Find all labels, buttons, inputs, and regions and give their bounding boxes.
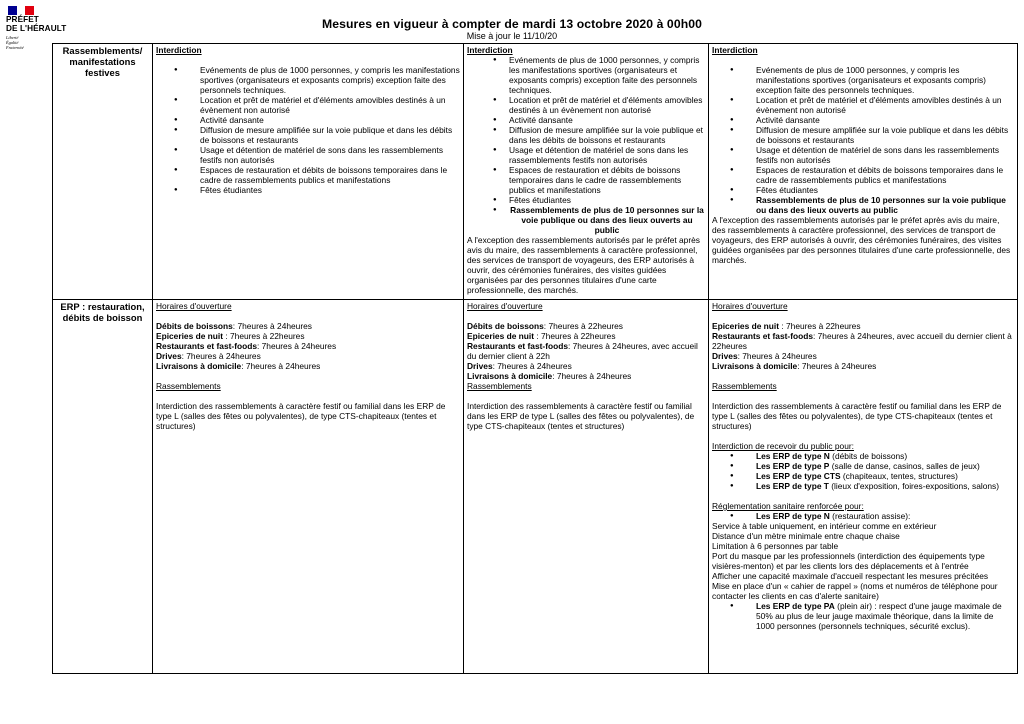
- list-item: ● Espaces de restauration et débits de boissons temporaires dans le cadre de rassemblements publics et manifestations: [467, 165, 705, 195]
- list-item: ● Location et prêt de matériel et d'éléments amovibles destinés à un évènement non autorisé: [156, 95, 460, 115]
- motto-egalite: Égalité: [6, 40, 19, 45]
- list-item: ● Location et prêt de matériel et d'éléments amovibles destinés à un évènement non autorisé: [712, 95, 1014, 115]
- logo-line-1: PRÉFET: [6, 15, 39, 24]
- sanitary-line: Limitation à 6 personnes par table: [712, 541, 839, 551]
- gather-heading: Rassemblements: [156, 381, 221, 391]
- ban-heading: Interdiction de recevoir du public pour:: [712, 441, 854, 451]
- hours-heading: Horaires d'ouverture: [156, 301, 232, 311]
- list-item-bold: ● Rassemblements de plus de 10 personnes sur la voie publique ou dans des lieux ouverts au public: [467, 205, 705, 235]
- list-item: ● Espaces de restauration et débits de boissons temporaires dans le cadre de rassemblements publics et manifestations: [156, 165, 460, 185]
- flag-blue: [8, 6, 17, 15]
- gather-text: Interdiction des rassemblements à caractère festif ou familial dans les ERP de type L (salles des fêtes ou polyvalentes), de type CTS-chapiteaux (tentes et structures): [712, 401, 1002, 431]
- hours-line: Drives: 7heures à 24heures: [712, 351, 817, 361]
- list-item: ● Fêtes étudiantes: [712, 185, 1014, 195]
- hours-line: Restaurants et fast-foods: 7heures à 24heures, avec accueil du dernier client à 22h: [467, 341, 698, 361]
- ban-list: [712, 451, 1014, 491]
- list-item: ● Evénements de plus de 1000 personnes, y compris les manifestations sportives (organisateurs et exposants compris) exception faite des personnels techniques.: [156, 65, 460, 95]
- cell-r2-c3: [709, 300, 1018, 674]
- list-item: ● Diffusion de mesure amplifiée sur la voie publique et dans les débits de boissons et restaurants: [467, 125, 705, 145]
- list-item: ● Activité dansante: [712, 115, 1014, 125]
- hours-line: Restaurants et fast-foods: 7heures à 24heures, avec accueil du dernier client à 22heures: [712, 331, 1012, 351]
- list-item: ● Usage et détention de matériel de sons dans les rassemblements festifs non autorisés: [156, 145, 460, 165]
- list-item: ● Les ERP de type PA (plein air) : respect d'une jauge maximale de 50% au plus de leur jauge maximale théorique, dans la limite de 1000 personnes (personnels techniques, sécurité exclus).: [712, 601, 1014, 631]
- hours-line: Drives: 7heures à 24heures: [467, 361, 572, 371]
- gather-heading: Rassemblements: [712, 381, 777, 391]
- hours-line: Epiceries de nuit : 7heures à 22heures: [467, 331, 616, 341]
- hours-line: Epiceries de nuit : 7heures à 22heures: [156, 331, 305, 341]
- list-item: ● Location et prêt de matériel et d'éléments amovibles destinés à un évènement non autorisé: [467, 95, 705, 115]
- cell-r2-c1: [153, 300, 464, 674]
- gather-text: Interdiction des rassemblements à caractère festif ou familial dans les ERP de type L (salles des fêtes ou polyvalentes), de type CTS-chapiteaux (tentes et structures): [156, 401, 446, 431]
- sanitary-list: [712, 601, 1014, 631]
- hours-line: Livraisons à domicile: 7heures à 24heures: [712, 361, 877, 371]
- hours-line: Epiceries de nuit : 7heures à 22heures: [712, 321, 861, 331]
- sanitary-line: Mise en place d'un « cahier de rappel » (noms et numéros de téléphone pour contacter les clients en cas d'alerte sanitaire): [712, 581, 998, 601]
- table-row: [53, 44, 1018, 300]
- hours-line: Drives: 7heures à 24heures: [156, 351, 261, 361]
- list-item: ● Espaces de restauration et débits de boissons temporaires dans le cadre de rassemblements publics et manifestations: [712, 165, 1014, 185]
- exception-text: A l'exception des rassemblements autorisés par le préfet après avis du maire, des rassemblements à caractère professionnel, des services de transport de voyageurs, des ERP autorisés à ouvrir, des cérémonies funéraires, des visites guidées organisées par des personnes titulaires d'une carte professionnelle, des marchés.: [712, 215, 1011, 265]
- measures-table: [52, 43, 1018, 674]
- cell-r1-c3: [709, 44, 1018, 300]
- hours-line: Débits de boissons: 7heures à 22heures: [467, 321, 623, 331]
- list-item: ● Evénements de plus de 1000 personnes, y compris les manifestations sportives (organisateurs et exposants compris) exception faite des personnels techniques.: [467, 55, 705, 95]
- list-item: ● Activité dansante: [156, 115, 460, 125]
- list-item: ● Usage et détention de matériel de sons dans les rassemblements festifs non autorisés: [712, 145, 1014, 165]
- table-row: [53, 300, 1018, 674]
- hours-line: Livraisons à domicile: 7heures à 24heures: [467, 371, 632, 381]
- list-item: ● Fêtes étudiantes: [467, 195, 705, 205]
- category-cell: Rassemblements/ manifestations festives: [53, 44, 153, 300]
- hours-line: Débits de boissons: 7heures à 24heures: [156, 321, 312, 331]
- exception-text: A l'exception des rassemblements autorisés par le préfet après avis du maire, des rassemblements à caractère professionnel, des services de transport de voyageurs, des ERP autorisés à ouvrir, des cérémonies funéraires, des visites guidées organisées par des personnes titulaires d'une carte professionnelle, des marchés.: [467, 235, 700, 295]
- list-item: ● Les ERP de type CTS (chapiteaux, tentes, structures): [712, 471, 1014, 481]
- hours-line: Restaurants et fast-foods: 7heures à 24heures: [156, 341, 337, 351]
- list-item: ● Fêtes étudiantes: [156, 185, 460, 195]
- french-flag-icon: [8, 6, 34, 15]
- gather-heading: Rassemblements: [467, 381, 532, 391]
- list-item-bold: ● Rassemblements de plus de 10 personnes sur la voie publique ou dans des lieux ouverts au public: [712, 195, 1014, 215]
- hours-heading: Horaires d'ouverture: [467, 301, 543, 311]
- bullet-list: [156, 65, 460, 195]
- list-item: ● Evénements de plus de 1000 personnes, y compris les manifestations sportives (organisateurs et exposants compris) exception faite des personnels techniques.: [712, 65, 1014, 95]
- sanitary-line: Port du masque par les professionnels (interdiction des équipements type visières-menton) et par les clients lors des déplacements et à l'entrée: [712, 551, 985, 571]
- list-item: ● Usage et détention de matériel de sons dans les rassemblements festifs non autorisés: [467, 145, 705, 165]
- bullet-list: [712, 65, 1014, 215]
- cell-heading: Interdiction: [712, 45, 758, 55]
- list-item: ● Diffusion de mesure amplifiée sur la voie publique et dans les débits de boissons et restaurants: [712, 125, 1014, 145]
- cell-r1-c1: [153, 44, 464, 300]
- bullet-list: [467, 55, 705, 235]
- list-item: ● Diffusion de mesure amplifiée sur la voie publique et dans les débits de boissons et restaurants: [156, 125, 460, 145]
- gather-text: Interdiction des rassemblements à caractère festif ou familial dans les ERP de type L (salles des fêtes ou polyvalentes), de type CTS-chapiteaux (tentes et structures): [467, 401, 695, 431]
- list-item: ● Activité dansante: [467, 115, 705, 125]
- sanitary-line: Afficher une capacité maximale d'accueil respectant les mesures précitées: [712, 571, 989, 581]
- motto-fraternite: Fraternité: [6, 45, 24, 50]
- logo-line-2: DE L'HÉRAULT: [6, 24, 67, 33]
- list-item: ● Les ERP de type N (débits de boissons): [712, 451, 1014, 461]
- page-title: Mesures en vigueur à compter de mardi 13 octobre 2020 à 00h00: [321, 17, 702, 31]
- cell-r1-c2: [464, 44, 709, 300]
- hours-line: Livraisons à domicile: 7heures à 24heures: [156, 361, 321, 371]
- cell-heading: Interdiction: [467, 45, 513, 55]
- list-item: ● Les ERP de type P (salle de danse, casinos, salles de jeux): [712, 461, 1014, 471]
- list-item: ● Les ERP de type T (lieux d'exposition, foires-expositions, salons): [712, 481, 1014, 491]
- sanitary-line: Distance d'un mètre minimale entre chaque chaise: [712, 531, 900, 541]
- flag-white: [17, 6, 26, 15]
- sanitary-list: [712, 511, 1014, 521]
- cell-r2-c2: [464, 300, 709, 674]
- hours-heading: Horaires d'ouverture: [712, 301, 788, 311]
- list-item: ● Les ERP de type N (restauration assise):: [712, 511, 1014, 521]
- page-subtitle: Mise à jour le 11/10/20: [466, 31, 558, 41]
- category-cell: ERP : restauration, débits de boisson: [53, 300, 153, 674]
- cell-heading: Interdiction: [156, 45, 202, 55]
- flag-red: [25, 6, 34, 15]
- sanitary-heading: Réglementation sanitaire renforcée pour:: [712, 501, 864, 511]
- motto-liberte: Liberté: [6, 35, 19, 40]
- sanitary-line: Service à table uniquement, en intérieur comme en extérieur: [712, 521, 937, 531]
